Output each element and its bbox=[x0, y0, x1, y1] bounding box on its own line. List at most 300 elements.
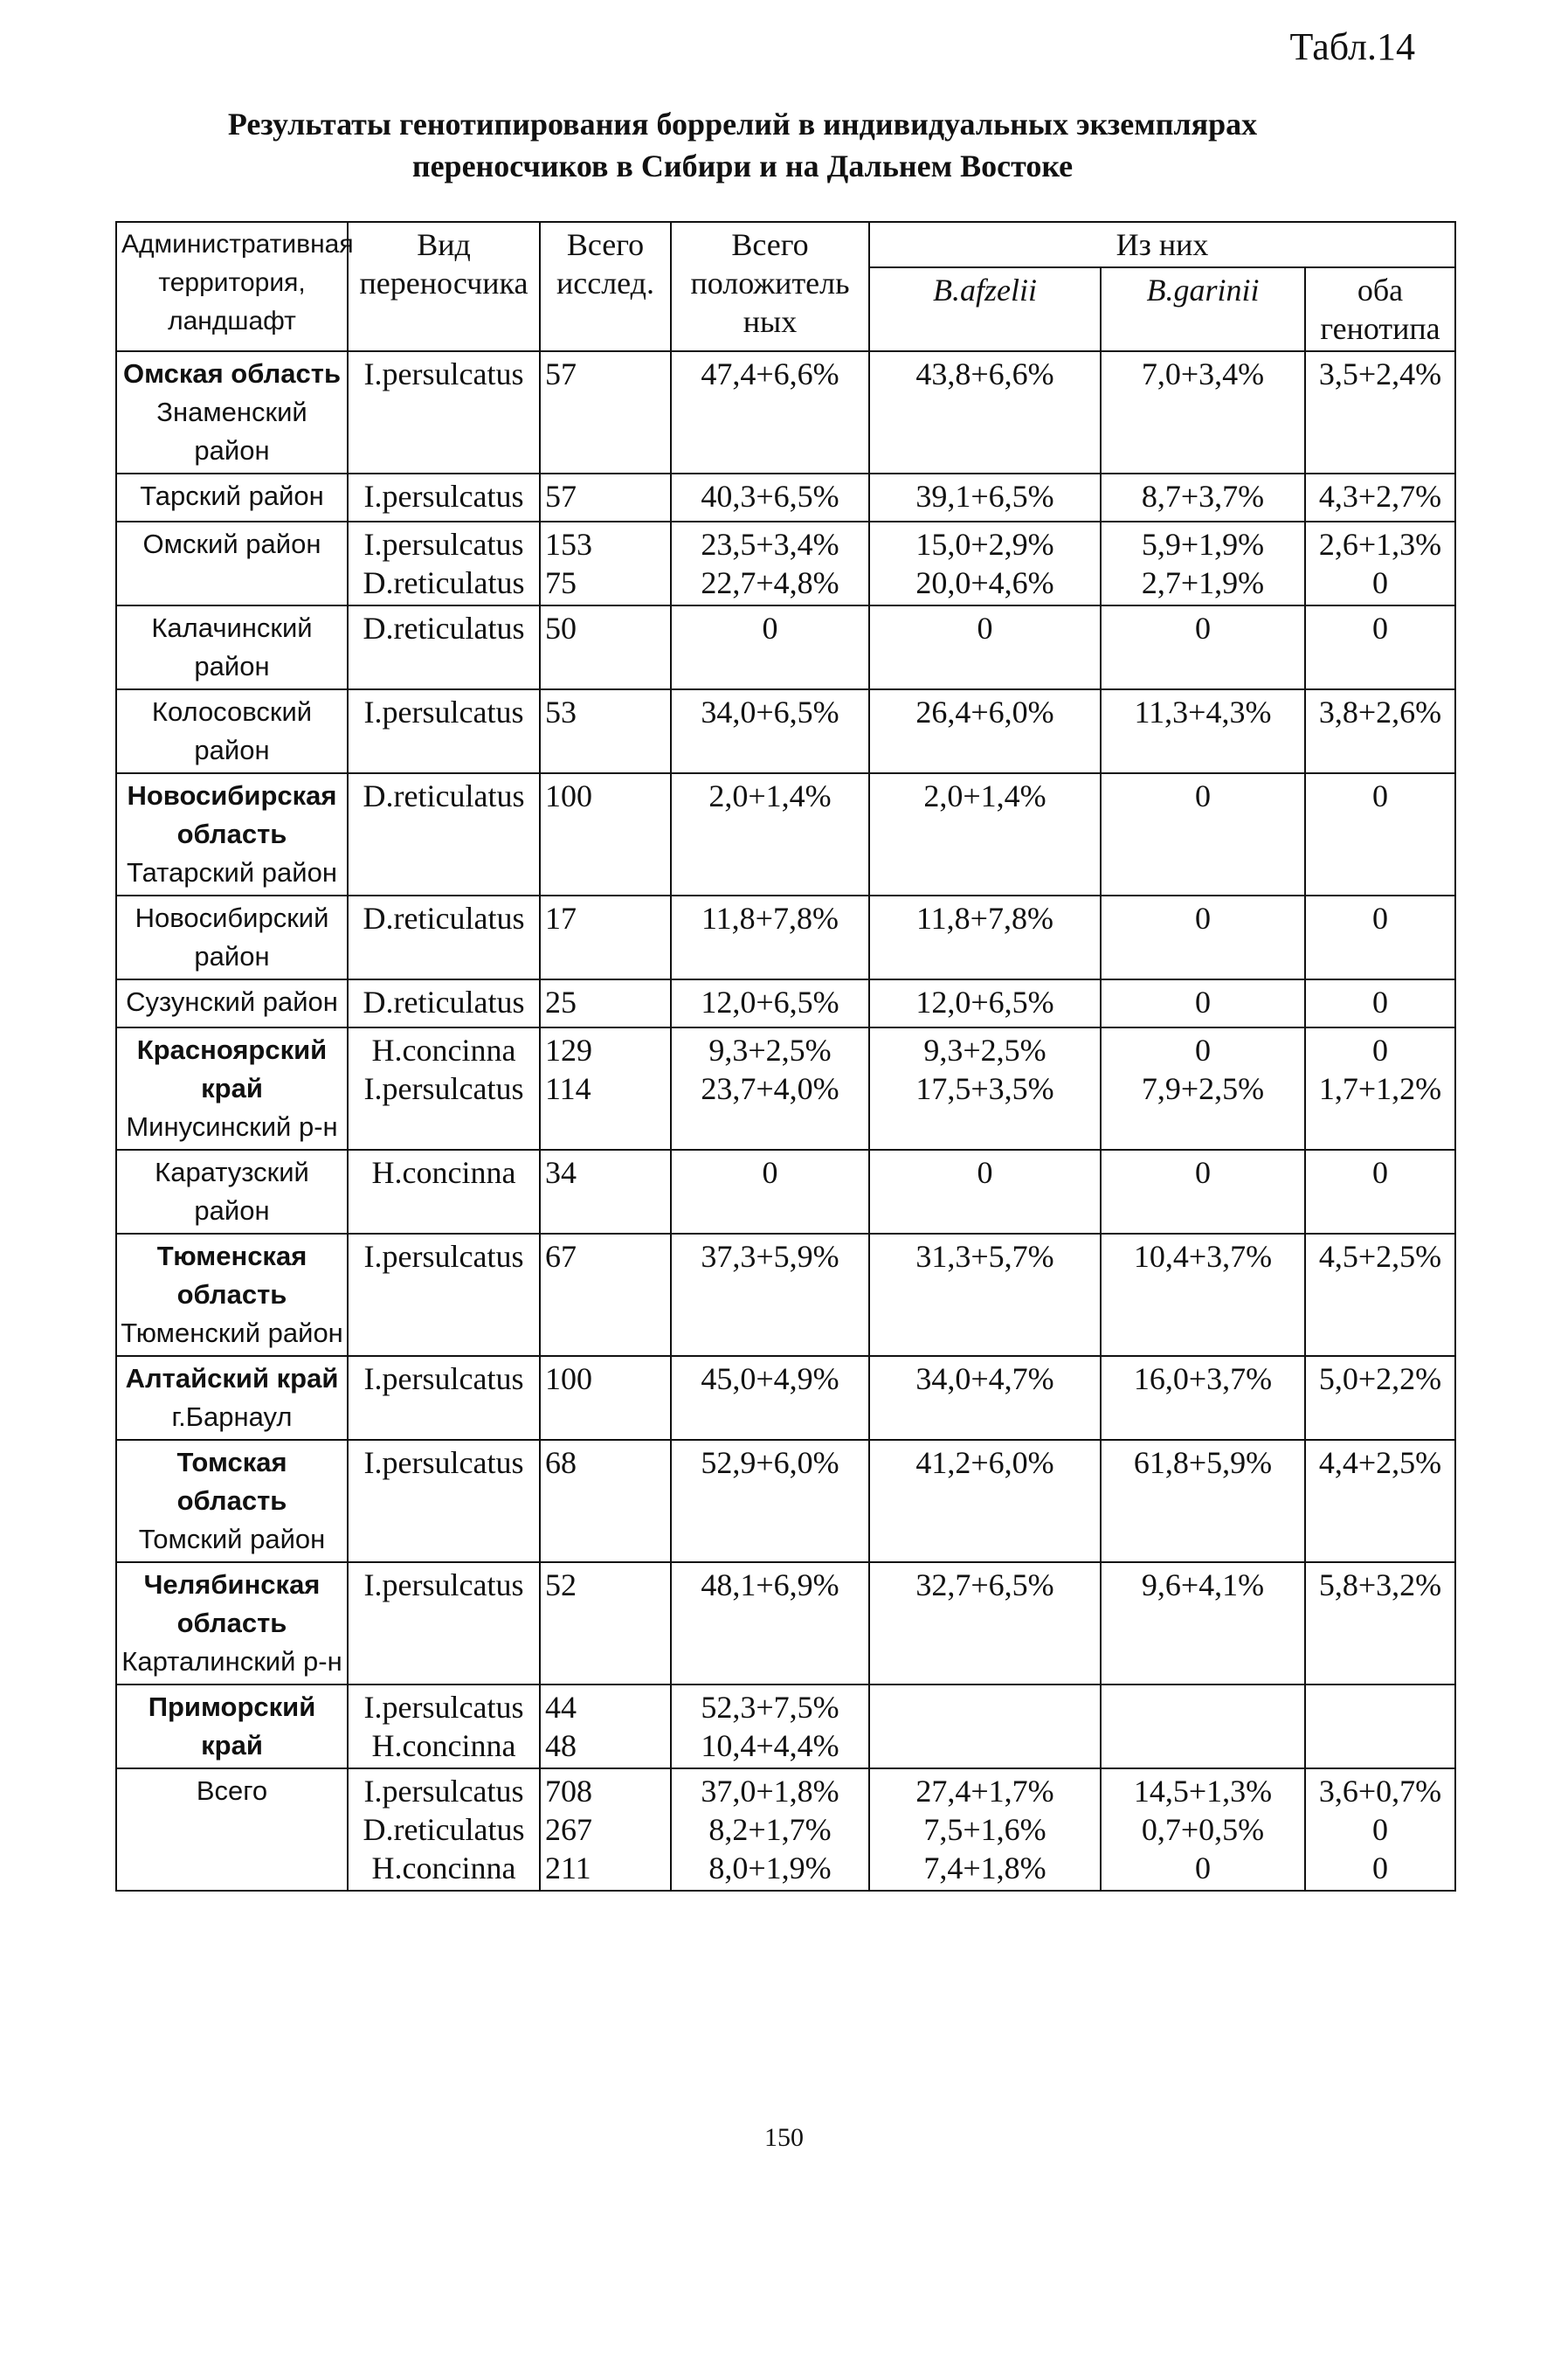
vector-cell bbox=[348, 1562, 540, 1685]
vector-value: I.persulcatus bbox=[363, 1361, 524, 1396]
afzelii-value: 26,4+6,0% bbox=[915, 695, 1054, 730]
both-genotypes-cell bbox=[1305, 605, 1455, 689]
total-positive-cell bbox=[671, 1440, 869, 1562]
afzelii-cell bbox=[869, 1768, 1101, 1891]
vector-value: D.reticulatus bbox=[363, 611, 525, 646]
garinii-value: 0,7+0,5% bbox=[1141, 1812, 1265, 1847]
region-name: Новосибирская область bbox=[127, 780, 337, 849]
region-cell bbox=[116, 474, 348, 522]
garinii-cell bbox=[1101, 1027, 1305, 1150]
total-positive-cell bbox=[671, 1685, 869, 1768]
district-name: Минусинский р-н bbox=[126, 1111, 338, 1142]
garinii-cell bbox=[1101, 1562, 1305, 1685]
district-name: г.Барнаул bbox=[171, 1401, 293, 1432]
garinii-cell bbox=[1101, 605, 1305, 689]
garinii-value: 7,0+3,4% bbox=[1141, 356, 1265, 391]
afzelii-value: 0 bbox=[977, 611, 993, 646]
table-row bbox=[116, 979, 1455, 1027]
garinii-value: 0 bbox=[1195, 985, 1211, 1020]
vector-value: D.reticulatus bbox=[363, 985, 525, 1020]
total-positive-value: 23,5+3,4% bbox=[701, 527, 839, 562]
both-genotypes-cell bbox=[1305, 1562, 1455, 1685]
table-row bbox=[116, 1768, 1455, 1891]
both-genotypes-cell bbox=[1305, 522, 1455, 605]
vector-cell bbox=[348, 605, 540, 689]
total-positive-cell bbox=[671, 896, 869, 979]
total-positive-value: 10,4+4,4% bbox=[701, 1728, 839, 1763]
both-genotypes-cell bbox=[1305, 1768, 1455, 1891]
vector-cell bbox=[348, 1356, 540, 1440]
region-cell bbox=[116, 979, 348, 1027]
region-cell bbox=[116, 605, 348, 689]
afzelii-cell bbox=[869, 1356, 1101, 1440]
total-examined-cell bbox=[540, 689, 671, 773]
total-positive-cell bbox=[671, 1562, 869, 1685]
vector-value: D.reticulatus bbox=[363, 778, 525, 813]
garinii-value: 0 bbox=[1195, 611, 1211, 646]
region-name: Омская область bbox=[122, 358, 342, 389]
district-name: Сузунский район bbox=[126, 986, 338, 1017]
both-genotypes-cell bbox=[1305, 689, 1455, 773]
total-examined-value: 57 bbox=[545, 356, 577, 391]
header-vector-species bbox=[348, 222, 540, 351]
total-positive-value: 45,0+4,9% bbox=[701, 1361, 839, 1396]
total-examined-value: 211 bbox=[545, 1851, 591, 1885]
garinii-value: 2,7+1,9% bbox=[1141, 565, 1265, 600]
total-positive-value: 34,0+6,5% bbox=[701, 695, 839, 730]
header-admin-territory bbox=[116, 222, 354, 351]
region-cell bbox=[116, 1562, 348, 1685]
afzelii-cell bbox=[869, 474, 1101, 522]
vector-value: H.concinna bbox=[371, 1033, 516, 1068]
header-vector-line-1: Вид bbox=[417, 227, 471, 262]
total-positive-value: 47,4+6,6% bbox=[701, 356, 839, 391]
region-name: Приморский край bbox=[148, 1691, 316, 1761]
afzelii-value: 34,0+4,7% bbox=[915, 1361, 1054, 1396]
vector-value: I.persulcatus bbox=[363, 1239, 524, 1274]
total-positive-cell bbox=[671, 351, 869, 474]
total-examined-cell bbox=[540, 351, 671, 474]
garinii-cell bbox=[1101, 689, 1305, 773]
both-genotypes-cell bbox=[1305, 1234, 1455, 1356]
afzelii-value: 7,4+1,8% bbox=[923, 1851, 1046, 1885]
afzelii-value: 17,5+3,5% bbox=[915, 1071, 1054, 1106]
header-afzelii: B.afzelii bbox=[869, 267, 1101, 351]
vector-cell bbox=[348, 1234, 540, 1356]
both-genotypes-cell bbox=[1305, 1440, 1455, 1562]
header-garinii: B.garinii bbox=[1101, 267, 1305, 351]
header-pos-line-3: ных bbox=[743, 304, 798, 339]
garinii-value: 0 bbox=[1195, 901, 1211, 936]
table-row bbox=[116, 1562, 1455, 1685]
total-examined-value: 708 bbox=[545, 1774, 592, 1809]
header-pos-line-1: Всего bbox=[731, 227, 809, 262]
table-title bbox=[87, 103, 1398, 187]
afzelii-value: 0 bbox=[977, 1155, 993, 1190]
both-genotypes-value: 5,8+3,2% bbox=[1318, 1567, 1442, 1602]
garinii-value: 7,9+2,5% bbox=[1141, 1071, 1265, 1106]
total-positive-value: 37,0+1,8% bbox=[701, 1774, 839, 1809]
both-genotypes-cell bbox=[1305, 1150, 1455, 1234]
total-examined-cell bbox=[540, 522, 671, 605]
total-examined-value: 50 bbox=[545, 611, 577, 646]
total-positive-value: 40,3+6,5% bbox=[701, 479, 839, 514]
garinii-cell bbox=[1101, 979, 1305, 1027]
both-genotypes-value: 3,8+2,6% bbox=[1318, 695, 1442, 730]
garinii-value: 0 bbox=[1195, 1155, 1211, 1190]
table-row bbox=[116, 689, 1455, 773]
page-number: 150 bbox=[764, 2123, 804, 2152]
total-positive-value: 22,7+4,8% bbox=[701, 565, 839, 600]
afzelii-value: 15,0+2,9% bbox=[915, 527, 1054, 562]
region-cell bbox=[116, 1150, 348, 1234]
total-positive-cell bbox=[671, 522, 869, 605]
afzelii-cell bbox=[869, 1685, 1101, 1768]
region-cell bbox=[116, 1768, 348, 1891]
both-genotypes-value: 0 bbox=[1372, 901, 1388, 936]
total-positive-value: 48,1+6,9% bbox=[701, 1567, 839, 1602]
vector-value: I.persulcatus bbox=[363, 1445, 524, 1480]
vector-value: I.persulcatus bbox=[363, 479, 524, 514]
region-cell bbox=[116, 689, 348, 773]
total-positive-cell bbox=[671, 1768, 869, 1891]
total-examined-value: 114 bbox=[545, 1071, 591, 1106]
afzelii-value: 9,3+2,5% bbox=[923, 1033, 1046, 1068]
total-positive-cell bbox=[671, 773, 869, 896]
total-examined-cell bbox=[540, 773, 671, 896]
both-genotypes-value: 4,3+2,7% bbox=[1318, 479, 1442, 514]
total-positive-value: 0 bbox=[762, 1155, 778, 1190]
genotyping-table bbox=[115, 221, 1456, 1892]
district-name: Тарский район bbox=[140, 481, 324, 511]
header-vector-line-2: переносчика bbox=[359, 266, 528, 301]
total-positive-value: 8,0+1,9% bbox=[708, 1851, 832, 1885]
both-genotypes-value: 0 bbox=[1372, 778, 1388, 813]
afzelii-value: 31,3+5,7% bbox=[915, 1239, 1054, 1274]
total-examined-cell bbox=[540, 1768, 671, 1891]
both-genotypes-value: 0 bbox=[1372, 1851, 1388, 1885]
table-row bbox=[116, 1440, 1455, 1562]
total-positive-cell bbox=[671, 689, 869, 773]
table-row bbox=[116, 474, 1455, 522]
table-row bbox=[116, 1356, 1455, 1440]
total-examined-value: 100 bbox=[545, 1361, 592, 1396]
header-pos-line-2: положитель bbox=[690, 266, 850, 301]
both-genotypes-cell bbox=[1305, 1356, 1455, 1440]
vector-value: I.persulcatus bbox=[363, 527, 524, 562]
table-row bbox=[116, 522, 1455, 605]
afzelii-cell bbox=[869, 1234, 1101, 1356]
region-name: Тюменская область bbox=[156, 1241, 307, 1310]
total-positive-cell bbox=[671, 1027, 869, 1150]
both-genotypes-value: 3,5+2,4% bbox=[1318, 356, 1442, 391]
afzelii-value: 12,0+6,5% bbox=[915, 985, 1054, 1020]
vector-value: I.persulcatus bbox=[363, 1071, 524, 1106]
district-name: Колосовский район bbox=[151, 696, 313, 765]
total-examined-value: 53 bbox=[545, 695, 577, 730]
afzelii-cell bbox=[869, 1150, 1101, 1234]
vector-value: I.persulcatus bbox=[363, 1774, 524, 1809]
header-both-line-1: оба bbox=[1357, 273, 1404, 308]
garinii-cell bbox=[1101, 1685, 1305, 1768]
garinii-cell bbox=[1101, 1440, 1305, 1562]
region-name: Томская область bbox=[176, 1447, 287, 1516]
region-cell bbox=[116, 522, 348, 605]
garinii-value: 0 bbox=[1195, 1851, 1211, 1885]
both-genotypes-value: 0 bbox=[1372, 611, 1388, 646]
vector-cell bbox=[348, 1027, 540, 1150]
total-examined-value: 75 bbox=[545, 565, 577, 600]
total-examined-value: 25 bbox=[545, 985, 577, 1020]
total-examined-value: 57 bbox=[545, 479, 577, 514]
total-examined-value: 68 bbox=[545, 1445, 577, 1480]
afzelii-value: 2,0+1,4% bbox=[923, 778, 1046, 813]
both-genotypes-value: 0 bbox=[1372, 985, 1388, 1020]
vector-cell bbox=[348, 1768, 540, 1891]
vector-cell bbox=[348, 351, 540, 474]
header-both-line-2: генотипа bbox=[1320, 311, 1440, 346]
both-genotypes-value: 3,6+0,7% bbox=[1318, 1774, 1442, 1809]
total-examined-value: 17 bbox=[545, 901, 577, 936]
both-genotypes-cell bbox=[1305, 474, 1455, 522]
title-line-1: Результаты генотипирования боррелий в индивидуальных экземплярах bbox=[227, 107, 1258, 142]
garinii-value: 10,4+3,7% bbox=[1133, 1239, 1273, 1274]
total-examined-cell bbox=[540, 1440, 671, 1562]
region-name: Челябинская область bbox=[143, 1569, 321, 1638]
total-positive-value: 9,3+2,5% bbox=[708, 1033, 832, 1068]
vector-cell bbox=[348, 1150, 540, 1234]
total-examined-cell bbox=[540, 979, 671, 1027]
table-row bbox=[116, 896, 1455, 979]
table-row bbox=[116, 1685, 1455, 1768]
afzelii-cell bbox=[869, 522, 1101, 605]
table-body bbox=[116, 351, 1455, 1891]
table-row bbox=[116, 1150, 1455, 1234]
afzelii-value: 20,0+4,6% bbox=[915, 565, 1054, 600]
vector-cell bbox=[348, 689, 540, 773]
total-examined-value: 48 bbox=[545, 1728, 577, 1763]
district-name: Карталинский р-н bbox=[121, 1646, 342, 1677]
vector-value: I.persulcatus bbox=[363, 1567, 524, 1602]
total-examined-value: 129 bbox=[545, 1033, 592, 1068]
vector-value: D.reticulatus bbox=[363, 565, 525, 600]
table-row bbox=[116, 351, 1455, 474]
both-genotypes-cell bbox=[1305, 351, 1455, 474]
title-line-2: переносчиков в Сибири и на Дальнем Востоке bbox=[411, 149, 1074, 183]
table-row bbox=[116, 605, 1455, 689]
vector-value: H.concinna bbox=[371, 1728, 516, 1763]
both-genotypes-value: 0 bbox=[1372, 1812, 1388, 1847]
header-admin-line-2: территория, bbox=[158, 268, 306, 297]
garinii-value: 8,7+3,7% bbox=[1141, 479, 1265, 514]
district-name: Тюменский район bbox=[121, 1318, 343, 1348]
total-positive-cell bbox=[671, 979, 869, 1027]
both-genotypes-value: 0 bbox=[1372, 565, 1388, 600]
both-genotypes-cell bbox=[1305, 896, 1455, 979]
total-examined-value: 52 bbox=[545, 1567, 577, 1602]
both-genotypes-value: 2,6+1,3% bbox=[1318, 527, 1442, 562]
afzelii-cell bbox=[869, 689, 1101, 773]
vector-cell bbox=[348, 522, 540, 605]
afzelii-cell bbox=[869, 351, 1101, 474]
both-genotypes-value: 4,5+2,5% bbox=[1318, 1239, 1442, 1274]
total-examined-value: 34 bbox=[545, 1155, 577, 1190]
district-name: Каратузский район bbox=[155, 1157, 309, 1226]
district-name: Всего bbox=[196, 1775, 268, 1806]
total-positive-value: 11,8+7,8% bbox=[701, 901, 839, 936]
total-examined-cell bbox=[540, 474, 671, 522]
vector-value: I.persulcatus bbox=[363, 356, 524, 391]
afzelii-cell bbox=[869, 1440, 1101, 1562]
afzelii-cell bbox=[869, 1562, 1101, 1685]
both-genotypes-cell bbox=[1305, 1685, 1455, 1768]
both-genotypes-value: 0 bbox=[1372, 1033, 1388, 1068]
garinii-cell bbox=[1101, 1356, 1305, 1440]
region-cell bbox=[116, 1234, 348, 1356]
afzelii-value bbox=[874, 1688, 1095, 1726]
afzelii-value: 41,2+6,0% bbox=[915, 1445, 1054, 1480]
vector-value: D.reticulatus bbox=[363, 1812, 525, 1847]
region-cell bbox=[116, 351, 348, 474]
region-cell bbox=[116, 773, 348, 896]
header-total-line-1: Всего bbox=[566, 227, 645, 262]
garinii-cell bbox=[1101, 351, 1305, 474]
total-examined-value: 67 bbox=[545, 1239, 577, 1274]
garinii-value: 11,3+4,3% bbox=[1134, 695, 1272, 730]
garinii-value: 16,0+3,7% bbox=[1133, 1361, 1273, 1396]
garinii-cell bbox=[1101, 1234, 1305, 1356]
region-cell bbox=[116, 1440, 348, 1562]
vector-cell bbox=[348, 773, 540, 896]
garinii-value: 9,6+4,1% bbox=[1141, 1567, 1265, 1602]
header-total-examined bbox=[540, 222, 671, 351]
vector-value: H.concinna bbox=[371, 1155, 516, 1190]
total-positive-cell bbox=[671, 1234, 869, 1356]
district-name: Знаменский район bbox=[156, 397, 307, 466]
total-positive-value: 52,3+7,5% bbox=[701, 1690, 839, 1725]
vector-cell bbox=[348, 1685, 540, 1768]
both-genotypes-cell bbox=[1305, 773, 1455, 896]
region-name: Алтайский край bbox=[125, 1363, 339, 1394]
afzelii-value: 32,7+6,5% bbox=[915, 1567, 1054, 1602]
afzelii-cell bbox=[869, 896, 1101, 979]
afzelii-cell bbox=[869, 979, 1101, 1027]
garinii-cell bbox=[1101, 522, 1305, 605]
total-positive-value: 2,0+1,4% bbox=[708, 778, 832, 813]
header-admin-line-1: Административная bbox=[121, 230, 354, 259]
total-examined-cell bbox=[540, 1356, 671, 1440]
garinii-cell bbox=[1101, 773, 1305, 896]
total-examined-cell bbox=[540, 1562, 671, 1685]
both-genotypes-value: 4,4+2,5% bbox=[1318, 1445, 1442, 1480]
total-examined-value: 267 bbox=[545, 1812, 592, 1847]
garinii-value bbox=[1106, 1726, 1300, 1765]
total-examined-cell bbox=[540, 1150, 671, 1234]
district-name: Новосибирский район bbox=[135, 903, 329, 972]
region-cell bbox=[116, 896, 348, 979]
both-genotypes-value: 5,0+2,2% bbox=[1318, 1361, 1442, 1396]
garinii-value: 61,8+5,9% bbox=[1133, 1445, 1273, 1480]
garinii-cell bbox=[1101, 1150, 1305, 1234]
total-positive-value: 0 bbox=[762, 611, 778, 646]
header-both-genotypes bbox=[1305, 267, 1455, 351]
both-genotypes-value bbox=[1310, 1726, 1450, 1765]
afzelii-value: 27,4+1,7% bbox=[915, 1774, 1054, 1809]
vector-cell bbox=[348, 979, 540, 1027]
total-examined-value: 100 bbox=[545, 778, 592, 813]
both-genotypes-cell bbox=[1305, 1027, 1455, 1150]
vector-cell bbox=[348, 896, 540, 979]
total-examined-cell bbox=[540, 896, 671, 979]
header-of-them: Из них bbox=[869, 222, 1455, 267]
header-total-line-2: исслед. bbox=[556, 266, 654, 301]
total-examined-cell bbox=[540, 1027, 671, 1150]
afzelii-cell bbox=[869, 605, 1101, 689]
afzelii-value: 43,8+6,6% bbox=[915, 356, 1054, 391]
total-positive-value: 12,0+6,5% bbox=[701, 985, 839, 1020]
vector-value: H.concinna bbox=[371, 1851, 516, 1885]
vector-value: D.reticulatus bbox=[363, 901, 525, 936]
garinii-value: 5,9+1,9% bbox=[1141, 527, 1265, 562]
table-row bbox=[116, 773, 1455, 896]
garinii-cell bbox=[1101, 474, 1305, 522]
total-positive-cell bbox=[671, 1150, 869, 1234]
both-genotypes-cell bbox=[1305, 979, 1455, 1027]
both-genotypes-value: 0 bbox=[1372, 1155, 1388, 1190]
table-row bbox=[116, 1027, 1455, 1150]
both-genotypes-value bbox=[1310, 1688, 1450, 1726]
region-cell bbox=[116, 1685, 348, 1768]
total-positive-cell bbox=[671, 474, 869, 522]
header-total-positive bbox=[671, 222, 869, 351]
garinii-value: 14,5+1,3% bbox=[1133, 1774, 1273, 1809]
region-cell bbox=[116, 1356, 348, 1440]
afzelii-value bbox=[874, 1726, 1095, 1765]
both-genotypes-value: 1,7+1,2% bbox=[1318, 1071, 1442, 1106]
total-positive-value: 23,7+4,0% bbox=[701, 1071, 839, 1106]
district-name: Калачинский район bbox=[151, 612, 313, 681]
district-name: Татарский район bbox=[127, 857, 337, 888]
total-examined-value: 153 bbox=[545, 527, 592, 562]
total-examined-cell bbox=[540, 1234, 671, 1356]
total-examined-cell bbox=[540, 1685, 671, 1768]
total-positive-value: 52,9+6,0% bbox=[701, 1445, 839, 1480]
afzelii-value: 11,8+7,8% bbox=[916, 901, 1053, 936]
total-positive-value: 8,2+1,7% bbox=[708, 1812, 832, 1847]
garinii-value: 0 bbox=[1195, 778, 1211, 813]
total-positive-cell bbox=[671, 605, 869, 689]
garinii-value bbox=[1106, 1688, 1300, 1726]
vector-cell bbox=[348, 474, 540, 522]
afzelii-value: 7,5+1,6% bbox=[923, 1812, 1046, 1847]
table-row bbox=[116, 1234, 1455, 1356]
district-name: Томский район bbox=[138, 1524, 326, 1554]
afzelii-cell bbox=[869, 1027, 1101, 1150]
garinii-cell bbox=[1101, 1768, 1305, 1891]
vector-cell bbox=[348, 1440, 540, 1562]
district-name: Омский район bbox=[142, 529, 321, 559]
vector-value: I.persulcatus bbox=[363, 1690, 524, 1725]
region-cell bbox=[116, 1027, 348, 1150]
afzelii-cell bbox=[869, 773, 1101, 896]
vector-value: I.persulcatus bbox=[363, 695, 524, 730]
region-name: Красноярский край bbox=[136, 1034, 328, 1103]
afzelii-value: 39,1+6,5% bbox=[915, 479, 1054, 514]
total-examined-value: 44 bbox=[545, 1690, 577, 1725]
table-number: Табл.14 bbox=[1289, 25, 1415, 68]
total-positive-cell bbox=[671, 1356, 869, 1440]
header-admin-line-3: ландшафт bbox=[168, 307, 296, 336]
